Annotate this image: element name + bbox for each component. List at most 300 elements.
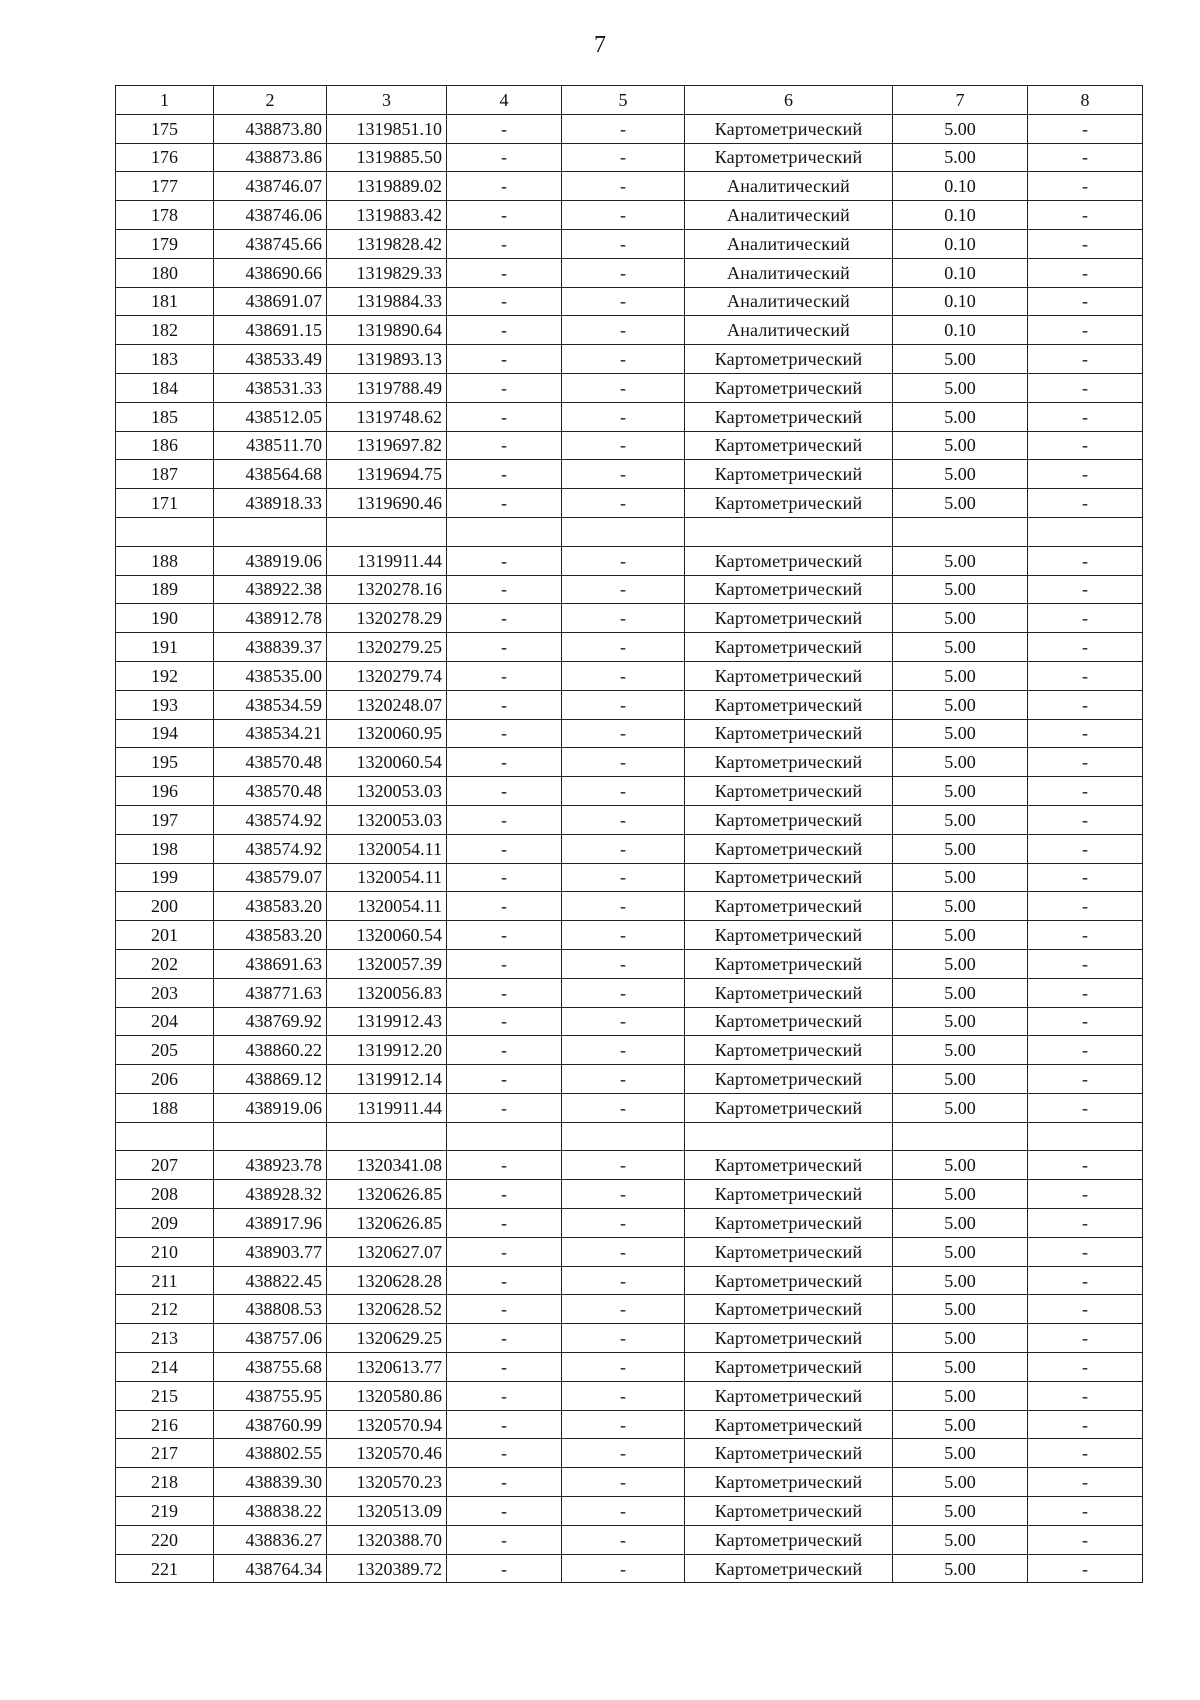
- cell-col-8: -: [1028, 1237, 1143, 1266]
- cell-col-8: -: [1028, 661, 1143, 690]
- cell-col-5: -: [562, 1093, 685, 1122]
- cell-col-5: -: [562, 1065, 685, 1094]
- cell-col-5: -: [562, 661, 685, 690]
- cell-accuracy: 0.10: [893, 287, 1028, 316]
- cell-method: Картометрический: [685, 1065, 893, 1094]
- cell-col-4: -: [447, 460, 562, 489]
- cell-method: Картометрический: [685, 1007, 893, 1036]
- cell-col-4: -: [447, 201, 562, 230]
- cell-col-4: -: [447, 1295, 562, 1324]
- cell-col-8: -: [1028, 229, 1143, 258]
- cell-col-8: -: [1028, 287, 1143, 316]
- cell-point-number: 213: [116, 1324, 214, 1353]
- cell-method: Картометрический: [685, 373, 893, 402]
- cell-accuracy: 5.00: [893, 1353, 1028, 1382]
- cell-col-8: -: [1028, 1266, 1143, 1295]
- cell-col-8: -: [1028, 489, 1143, 518]
- cell-col-8: -: [1028, 1007, 1143, 1036]
- cell-col-5: -: [562, 921, 685, 950]
- cell-col-5: -: [562, 489, 685, 518]
- cell-x-coordinate: 438769.92: [214, 1007, 327, 1036]
- cell-point-number: 176: [116, 143, 214, 172]
- cell-col-8: -: [1028, 546, 1143, 575]
- cell-point-number: [116, 1122, 214, 1151]
- cell-x-coordinate: 438771.63: [214, 978, 327, 1007]
- table-row: [116, 201, 1143, 230]
- cell-y-coordinate: 1319911.44: [327, 1093, 447, 1122]
- header-cell: 7: [893, 86, 1028, 115]
- cell-x-coordinate: 438690.66: [214, 258, 327, 287]
- cell-x-coordinate: 438746.07: [214, 172, 327, 201]
- cell-y-coordinate: 1320278.16: [327, 575, 447, 604]
- cell-col-5: [562, 517, 685, 546]
- cell-accuracy: 5.00: [893, 460, 1028, 489]
- cell-method: Аналитический: [685, 201, 893, 230]
- cell-col-4: -: [447, 1266, 562, 1295]
- cell-method: Картометрический: [685, 633, 893, 662]
- cell-x-coordinate: 438760.99: [214, 1410, 327, 1439]
- table-row: [116, 633, 1143, 662]
- table-row: [116, 1353, 1143, 1382]
- table-row: [116, 1007, 1143, 1036]
- cell-x-coordinate: [214, 517, 327, 546]
- cell-method: Картометрический: [685, 748, 893, 777]
- cell-point-number: 178: [116, 201, 214, 230]
- header-cell: 5: [562, 86, 685, 115]
- cell-x-coordinate: 438574.92: [214, 805, 327, 834]
- cell-point-number: 192: [116, 661, 214, 690]
- cell-col-4: -: [447, 1237, 562, 1266]
- cell-x-coordinate: 438873.80: [214, 114, 327, 143]
- cell-method: Картометрический: [685, 1180, 893, 1209]
- cell-y-coordinate: 1319911.44: [327, 546, 447, 575]
- cell-col-5: -: [562, 805, 685, 834]
- cell-method: Картометрический: [685, 1353, 893, 1382]
- cell-point-number: 209: [116, 1209, 214, 1238]
- cell-col-5: -: [562, 460, 685, 489]
- cell-accuracy: [893, 517, 1028, 546]
- cell-x-coordinate: 438691.07: [214, 287, 327, 316]
- cell-y-coordinate: 1320054.11: [327, 863, 447, 892]
- cell-col-8: -: [1028, 258, 1143, 287]
- cell-col-4: -: [447, 1180, 562, 1209]
- header-cell: 4: [447, 86, 562, 115]
- cell-y-coordinate: 1320056.83: [327, 978, 447, 1007]
- cell-point-number: 199: [116, 863, 214, 892]
- cell-method: Картометрический: [685, 1468, 893, 1497]
- cell-method: Картометрический: [685, 1209, 893, 1238]
- cell-method: Картометрический: [685, 1497, 893, 1526]
- cell-col-4: -: [447, 921, 562, 950]
- cell-col-8: -: [1028, 690, 1143, 719]
- cell-accuracy: 5.00: [893, 777, 1028, 806]
- cell-point-number: 177: [116, 172, 214, 201]
- cell-col-5: -: [562, 1324, 685, 1353]
- cell-accuracy: 5.00: [893, 575, 1028, 604]
- cell-x-coordinate: 438583.20: [214, 921, 327, 950]
- cell-col-5: -: [562, 834, 685, 863]
- cell-col-8: -: [1028, 1497, 1143, 1526]
- cell-col-8: -: [1028, 633, 1143, 662]
- cell-col-8: -: [1028, 1554, 1143, 1583]
- cell-col-8: -: [1028, 1353, 1143, 1382]
- cell-col-8: -: [1028, 172, 1143, 201]
- cell-point-number: 203: [116, 978, 214, 1007]
- cell-col-5: -: [562, 1007, 685, 1036]
- cell-accuracy: 5.00: [893, 1324, 1028, 1353]
- cell-col-8: -: [1028, 345, 1143, 374]
- cell-method: Картометрический: [685, 1151, 893, 1180]
- cell-accuracy: 5.00: [893, 863, 1028, 892]
- cell-x-coordinate: 438923.78: [214, 1151, 327, 1180]
- cell-point-number: 201: [116, 921, 214, 950]
- cell-col-5: -: [562, 633, 685, 662]
- table-row: [116, 345, 1143, 374]
- cell-col-5: -: [562, 690, 685, 719]
- cell-col-8: -: [1028, 143, 1143, 172]
- cell-x-coordinate: 438839.30: [214, 1468, 327, 1497]
- cell-point-number: 198: [116, 834, 214, 863]
- table-body: [116, 114, 1143, 1583]
- cell-col-8: -: [1028, 863, 1143, 892]
- cell-accuracy: 5.00: [893, 373, 1028, 402]
- cell-method: Картометрический: [685, 575, 893, 604]
- table-row: [116, 719, 1143, 748]
- cell-accuracy: 5.00: [893, 949, 1028, 978]
- cell-point-number: 206: [116, 1065, 214, 1094]
- cell-accuracy: 5.00: [893, 1439, 1028, 1468]
- table-row: [116, 546, 1143, 575]
- cell-y-coordinate: 1320627.07: [327, 1237, 447, 1266]
- cell-accuracy: 5.00: [893, 719, 1028, 748]
- cell-col-4: -: [447, 1554, 562, 1583]
- table-row: [116, 460, 1143, 489]
- cell-col-4: -: [447, 172, 562, 201]
- cell-method: Картометрический: [685, 431, 893, 460]
- cell-y-coordinate: 1319694.75: [327, 460, 447, 489]
- cell-method: Картометрический: [685, 1381, 893, 1410]
- cell-col-5: -: [562, 1497, 685, 1526]
- cell-point-number: 191: [116, 633, 214, 662]
- cell-method: [685, 1122, 893, 1151]
- cell-col-4: -: [447, 805, 562, 834]
- cell-col-8: -: [1028, 892, 1143, 921]
- cell-method: Картометрический: [685, 1554, 893, 1583]
- cell-accuracy: 5.00: [893, 690, 1028, 719]
- cell-accuracy: 5.00: [893, 1093, 1028, 1122]
- cell-x-coordinate: 438691.63: [214, 949, 327, 978]
- cell-col-4: -: [447, 546, 562, 575]
- table-row: [116, 777, 1143, 806]
- cell-col-8: -: [1028, 373, 1143, 402]
- cell-x-coordinate: 438917.96: [214, 1209, 327, 1238]
- cell-accuracy: 5.00: [893, 805, 1028, 834]
- cell-col-8: [1028, 517, 1143, 546]
- cell-y-coordinate: [327, 1122, 447, 1151]
- cell-y-coordinate: 1320570.94: [327, 1410, 447, 1439]
- table-row: [116, 517, 1143, 546]
- cell-col-8: -: [1028, 1065, 1143, 1094]
- cell-col-4: -: [447, 287, 562, 316]
- cell-method: Картометрический: [685, 1036, 893, 1065]
- cell-point-number: 220: [116, 1525, 214, 1554]
- cell-point-number: 208: [116, 1180, 214, 1209]
- cell-col-5: -: [562, 229, 685, 258]
- cell-y-coordinate: [327, 517, 447, 546]
- cell-col-8: -: [1028, 805, 1143, 834]
- cell-point-number: 179: [116, 229, 214, 258]
- cell-col-5: -: [562, 201, 685, 230]
- cell-y-coordinate: 1319690.46: [327, 489, 447, 518]
- table-row: [116, 373, 1143, 402]
- table-row: [116, 1093, 1143, 1122]
- cell-col-5: -: [562, 1237, 685, 1266]
- cell-x-coordinate: 438512.05: [214, 402, 327, 431]
- cell-col-8: -: [1028, 575, 1143, 604]
- cell-col-4: [447, 517, 562, 546]
- cell-method: Картометрический: [685, 1266, 893, 1295]
- cell-accuracy: 5.00: [893, 921, 1028, 950]
- table-row: [116, 1266, 1143, 1295]
- cell-accuracy: 5.00: [893, 978, 1028, 1007]
- cell-method: Картометрический: [685, 863, 893, 892]
- cell-y-coordinate: 1320626.85: [327, 1209, 447, 1238]
- cell-method: Картометрический: [685, 460, 893, 489]
- cell-y-coordinate: 1319885.50: [327, 143, 447, 172]
- table-row: [116, 575, 1143, 604]
- table-row: [116, 805, 1143, 834]
- cell-col-4: -: [447, 258, 562, 287]
- cell-method: Аналитический: [685, 316, 893, 345]
- cell-method: Картометрический: [685, 604, 893, 633]
- cell-col-4: -: [447, 1324, 562, 1353]
- cell-col-4: -: [447, 633, 562, 662]
- coordinates-table: [115, 85, 1143, 1583]
- cell-col-4: -: [447, 1468, 562, 1497]
- cell-col-5: -: [562, 604, 685, 633]
- cell-col-8: -: [1028, 1180, 1143, 1209]
- cell-point-number: 204: [116, 1007, 214, 1036]
- cell-col-8: -: [1028, 1151, 1143, 1180]
- cell-col-8: -: [1028, 1468, 1143, 1497]
- table-row: [116, 949, 1143, 978]
- cell-y-coordinate: 1319884.33: [327, 287, 447, 316]
- cell-y-coordinate: 1320278.29: [327, 604, 447, 633]
- cell-col-8: -: [1028, 1324, 1143, 1353]
- cell-accuracy: 5.00: [893, 1065, 1028, 1094]
- cell-y-coordinate: 1320629.25: [327, 1324, 447, 1353]
- cell-y-coordinate: 1320054.11: [327, 892, 447, 921]
- cell-accuracy: 5.00: [893, 661, 1028, 690]
- cell-col-5: -: [562, 287, 685, 316]
- cell-x-coordinate: 438919.06: [214, 1093, 327, 1122]
- cell-y-coordinate: 1319697.82: [327, 431, 447, 460]
- cell-col-4: -: [447, 1093, 562, 1122]
- cell-point-number: 171: [116, 489, 214, 518]
- cell-col-8: -: [1028, 402, 1143, 431]
- cell-point-number: [116, 517, 214, 546]
- cell-y-coordinate: 1320580.86: [327, 1381, 447, 1410]
- cell-y-coordinate: 1320279.25: [327, 633, 447, 662]
- cell-col-8: -: [1028, 1093, 1143, 1122]
- cell-col-5: -: [562, 1381, 685, 1410]
- cell-method: Картометрический: [685, 1093, 893, 1122]
- table-row: [116, 661, 1143, 690]
- cell-x-coordinate: 438570.48: [214, 748, 327, 777]
- cell-col-5: -: [562, 143, 685, 172]
- cell-y-coordinate: 1320513.09: [327, 1497, 447, 1526]
- table-row: [116, 921, 1143, 950]
- cell-point-number: 188: [116, 546, 214, 575]
- cell-col-8: -: [1028, 431, 1143, 460]
- cell-point-number: 184: [116, 373, 214, 402]
- cell-y-coordinate: 1320626.85: [327, 1180, 447, 1209]
- cell-y-coordinate: 1319748.62: [327, 402, 447, 431]
- cell-accuracy: 0.10: [893, 258, 1028, 287]
- cell-point-number: 212: [116, 1295, 214, 1324]
- cell-point-number: 216: [116, 1410, 214, 1439]
- cell-accuracy: 5.00: [893, 1468, 1028, 1497]
- cell-method: Картометрический: [685, 661, 893, 690]
- table-row: [116, 489, 1143, 518]
- cell-col-4: -: [447, 719, 562, 748]
- cell-accuracy: 5.00: [893, 489, 1028, 518]
- cell-x-coordinate: 438869.12: [214, 1065, 327, 1094]
- cell-point-number: 219: [116, 1497, 214, 1526]
- table-row: [116, 1122, 1143, 1151]
- cell-y-coordinate: 1319829.33: [327, 258, 447, 287]
- cell-col-4: -: [447, 143, 562, 172]
- cell-x-coordinate: 438912.78: [214, 604, 327, 633]
- cell-x-coordinate: 438903.77: [214, 1237, 327, 1266]
- cell-accuracy: 5.00: [893, 1266, 1028, 1295]
- cell-method: Картометрический: [685, 546, 893, 575]
- cell-accuracy: 5.00: [893, 1410, 1028, 1439]
- cell-col-8: -: [1028, 1295, 1143, 1324]
- cell-method: Картометрический: [685, 345, 893, 374]
- cell-accuracy: 5.00: [893, 431, 1028, 460]
- cell-point-number: 214: [116, 1353, 214, 1382]
- table-row: [116, 316, 1143, 345]
- cell-col-5: -: [562, 345, 685, 374]
- table-row: [116, 172, 1143, 201]
- cell-col-4: [447, 1122, 562, 1151]
- cell-accuracy: 5.00: [893, 1180, 1028, 1209]
- table-row: [116, 258, 1143, 287]
- cell-y-coordinate: 1320054.11: [327, 834, 447, 863]
- cell-point-number: 189: [116, 575, 214, 604]
- cell-method: Картометрический: [685, 805, 893, 834]
- cell-x-coordinate: 438570.48: [214, 777, 327, 806]
- cell-method: Картометрический: [685, 1525, 893, 1554]
- cell-x-coordinate: 438745.66: [214, 229, 327, 258]
- table-row: [116, 1497, 1143, 1526]
- cell-method: Аналитический: [685, 258, 893, 287]
- cell-method: Картометрический: [685, 949, 893, 978]
- cell-x-coordinate: 438511.70: [214, 431, 327, 460]
- cell-y-coordinate: 1319851.10: [327, 114, 447, 143]
- table-row: [116, 1439, 1143, 1468]
- cell-col-5: -: [562, 863, 685, 892]
- cell-method: Картометрический: [685, 114, 893, 143]
- cell-point-number: 221: [116, 1554, 214, 1583]
- cell-accuracy: 5.00: [893, 1525, 1028, 1554]
- cell-y-coordinate: 1320053.03: [327, 805, 447, 834]
- cell-col-4: -: [447, 373, 562, 402]
- cell-col-4: -: [447, 892, 562, 921]
- cell-col-8: -: [1028, 1381, 1143, 1410]
- cell-col-8: -: [1028, 604, 1143, 633]
- cell-y-coordinate: 1319883.42: [327, 201, 447, 230]
- cell-y-coordinate: 1319912.14: [327, 1065, 447, 1094]
- cell-col-5: -: [562, 258, 685, 287]
- cell-col-8: -: [1028, 978, 1143, 1007]
- cell-col-4: -: [447, 402, 562, 431]
- cell-col-4: -: [447, 777, 562, 806]
- cell-point-number: 180: [116, 258, 214, 287]
- cell-x-coordinate: 438873.86: [214, 143, 327, 172]
- cell-method: Картометрический: [685, 489, 893, 518]
- cell-y-coordinate: 1319912.20: [327, 1036, 447, 1065]
- table-row: [116, 229, 1143, 258]
- cell-col-5: -: [562, 546, 685, 575]
- header-cell: 6: [685, 86, 893, 115]
- cell-col-5: -: [562, 431, 685, 460]
- table-row: [116, 978, 1143, 1007]
- cell-col-5: [562, 1122, 685, 1151]
- cell-y-coordinate: 1319828.42: [327, 229, 447, 258]
- cell-accuracy: 5.00: [893, 546, 1028, 575]
- cell-method: Картометрический: [685, 1324, 893, 1353]
- cell-col-4: -: [447, 978, 562, 1007]
- cell-y-coordinate: 1320389.72: [327, 1554, 447, 1583]
- cell-col-5: -: [562, 1353, 685, 1382]
- table-row: [116, 1381, 1143, 1410]
- cell-accuracy: 5.00: [893, 892, 1028, 921]
- cell-x-coordinate: 438535.00: [214, 661, 327, 690]
- cell-method: Картометрический: [685, 1295, 893, 1324]
- cell-x-coordinate: 438755.95: [214, 1381, 327, 1410]
- cell-x-coordinate: 438838.22: [214, 1497, 327, 1526]
- cell-method: Картометрический: [685, 1410, 893, 1439]
- cell-col-5: -: [562, 1410, 685, 1439]
- cell-y-coordinate: 1320570.46: [327, 1439, 447, 1468]
- cell-y-coordinate: 1320057.39: [327, 949, 447, 978]
- cell-x-coordinate: 438691.15: [214, 316, 327, 345]
- cell-col-8: -: [1028, 460, 1143, 489]
- cell-x-coordinate: 438764.34: [214, 1554, 327, 1583]
- cell-accuracy: 5.00: [893, 1151, 1028, 1180]
- cell-col-8: -: [1028, 201, 1143, 230]
- cell-y-coordinate: 1320628.52: [327, 1295, 447, 1324]
- cell-col-5: -: [562, 1525, 685, 1554]
- cell-point-number: 215: [116, 1381, 214, 1410]
- cell-col-8: -: [1028, 316, 1143, 345]
- cell-col-5: -: [562, 1439, 685, 1468]
- cell-x-coordinate: 438918.33: [214, 489, 327, 518]
- cell-x-coordinate: 438746.06: [214, 201, 327, 230]
- cell-point-number: 193: [116, 690, 214, 719]
- cell-point-number: 181: [116, 287, 214, 316]
- cell-y-coordinate: 1319889.02: [327, 172, 447, 201]
- header-cell: 2: [214, 86, 327, 115]
- cell-point-number: 195: [116, 748, 214, 777]
- cell-accuracy: [893, 1122, 1028, 1151]
- cell-col-4: -: [447, 114, 562, 143]
- cell-col-5: -: [562, 172, 685, 201]
- table-row: [116, 604, 1143, 633]
- cell-accuracy: 5.00: [893, 1554, 1028, 1583]
